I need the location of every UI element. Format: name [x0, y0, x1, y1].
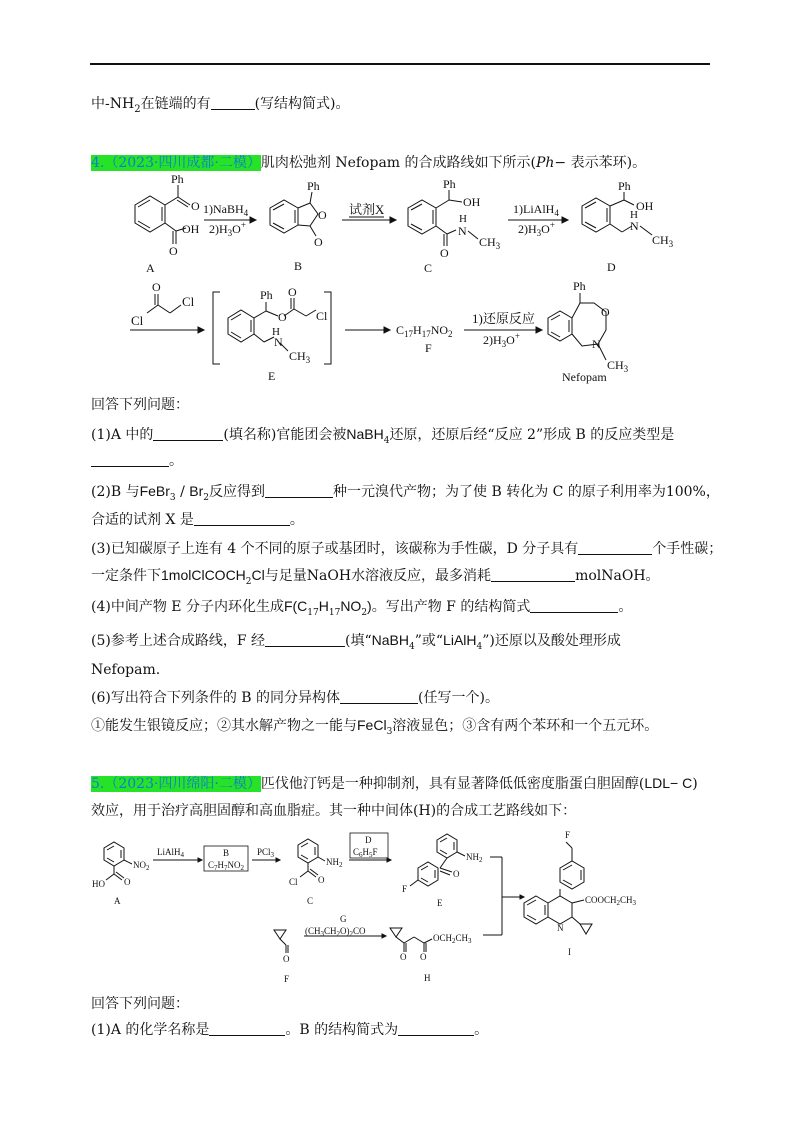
compound-F [274, 930, 290, 984]
text-span: HO [92, 879, 105, 889]
text-span: NaBH [346, 426, 384, 442]
reagent-X: 试剂X [349, 202, 385, 217]
text-span: CH [607, 358, 624, 372]
text-span: O [318, 875, 325, 885]
text-span: 溶液显色；③含有两个苯环和一个五元环。 [392, 718, 659, 734]
text-span: CH [479, 235, 496, 249]
compound-E [402, 834, 483, 908]
text-span: 3 [169, 492, 176, 503]
text-span: 一定条件下 [91, 568, 161, 584]
text-span: (填名称)官能团会被 [223, 427, 347, 443]
text-span: 个手性碳； [652, 541, 723, 557]
text-span: 水溶液反应，最多消耗 [351, 568, 492, 584]
q5-prompt: 回答下列问题： [91, 996, 189, 1012]
answer-blank[interactable] [209, 1021, 285, 1036]
text-span: 7 [214, 864, 218, 872]
text-span: NO [340, 598, 362, 614]
text-span: F [402, 884, 408, 894]
text-span: (任写一个)。 [418, 690, 499, 706]
label-D: D [365, 835, 372, 845]
text-span: LiAlH [157, 847, 181, 857]
text-span: (1)A 的化学名称是 [91, 1022, 210, 1038]
oxygen-label: O [288, 285, 297, 299]
svg-text:OCH2CH3 [433, 933, 472, 945]
label-F: F [425, 341, 432, 355]
text-span: 100% [665, 484, 706, 500]
text-span: 。 [618, 599, 633, 615]
text-span: C [353, 847, 360, 857]
text-span: 种一元溴代产物；为了使 B 转化为 C 的原子利用率为 [333, 484, 666, 500]
svg-text:NO2 [133, 860, 150, 872]
oxygen-label: O [314, 235, 323, 249]
text-span: COOCH [585, 895, 617, 905]
text-span: 4 [554, 208, 559, 218]
label-A: A [114, 896, 121, 906]
ph-label: Ph [171, 172, 184, 186]
text-span: ”)还原以及酸处理形成 [482, 633, 621, 649]
text-span: O [400, 952, 407, 962]
text-span: 。 [474, 1022, 489, 1038]
label-A: A [146, 261, 155, 275]
text-span: 3 [320, 930, 324, 938]
text-span: O [541, 222, 550, 236]
text-span: / [175, 484, 190, 500]
text-span: O) [340, 926, 350, 936]
oxygen-label: O [601, 305, 610, 319]
text-span: 2 [452, 937, 456, 945]
text-span: 2 [479, 856, 483, 864]
text-span: 3 [270, 851, 275, 859]
reagent-step1: 1)还原反应 [472, 311, 535, 326]
text-span: 。 [289, 512, 304, 528]
text-span: O [506, 333, 515, 347]
h-label: H [272, 326, 280, 338]
text-span: 2 [245, 576, 252, 587]
text-span: ) [367, 598, 372, 614]
oxygen-label: O [191, 199, 200, 213]
text-span: CO [353, 926, 366, 936]
label-E: E [268, 369, 276, 383]
text-span: 4 [383, 435, 390, 446]
compound-I [524, 830, 637, 957]
q4-p5-cont: Nefopam. [91, 662, 161, 678]
nitrogen-label: N [592, 337, 601, 351]
text-span: 3 [668, 239, 674, 249]
text-span: (填“ [345, 633, 372, 649]
ph-label: Ph [307, 179, 320, 193]
label-C: C [424, 261, 433, 275]
svg-text:NH2 [326, 857, 343, 869]
text-span: F [565, 830, 571, 840]
text-span: 4 [243, 208, 249, 218]
text-span: FeCl [357, 717, 387, 733]
text-span: 3 [536, 228, 542, 238]
text-span: N [557, 923, 564, 933]
text-span: 3 [468, 937, 472, 945]
svg-text:COOCH2CH3 [585, 895, 637, 907]
question-tag: 5.（2023·四川绵阳·二模） [91, 776, 261, 792]
text-span: 3 [495, 241, 501, 251]
compound-A [92, 842, 150, 906]
chlorine-label: Cl [182, 294, 195, 309]
text-span: CH [652, 233, 669, 247]
oxygen-label: O [278, 310, 287, 324]
text-span: PCl [257, 847, 271, 857]
text-span: ”或“ [414, 633, 444, 649]
svg-text:NH2 [466, 852, 483, 864]
text-span: 1)LiAlH [513, 202, 555, 216]
oxygen-label: O [318, 208, 327, 222]
label-nefopam: Nefopam [562, 370, 607, 384]
text-span: H [413, 323, 422, 337]
text-span: LiAlH [443, 632, 477, 648]
chlorine-label: Cl [131, 313, 144, 328]
text-span: 17 [328, 607, 341, 618]
text-span: 3 [632, 899, 637, 907]
ph-label: Ph [618, 179, 631, 193]
oxygen-label: O [152, 280, 161, 294]
text-span: (CH [305, 926, 321, 936]
svg-text:PCl3 [257, 847, 275, 859]
text-span: 2 [339, 861, 343, 869]
svg-text:C6H5F [353, 847, 378, 859]
text-span: 3 [227, 228, 233, 238]
text-span: C [208, 860, 215, 870]
text-span: O [232, 222, 241, 236]
text-span: C [396, 323, 405, 337]
q3-text: 在链端的有 [140, 96, 211, 112]
text-span: NO [227, 860, 241, 870]
text-span: 3 [501, 339, 507, 349]
svg-text:C7H7NO2 [208, 860, 245, 872]
oh-label: OH [463, 195, 481, 209]
svg-text:LiAlH4 [157, 847, 185, 859]
text-span: Cl [289, 877, 298, 887]
text-span: CH [324, 926, 337, 936]
text-span: + [240, 220, 246, 230]
text-span: NO [430, 323, 449, 337]
text-span: 7 [224, 864, 228, 872]
label-G: G [340, 914, 347, 924]
text-span: 。 [169, 453, 183, 469]
text-span: O [453, 869, 460, 879]
h-label: H [459, 213, 467, 225]
oxygen-label: O [440, 246, 449, 260]
text-span: 2 [203, 492, 210, 503]
text-span: Cl [251, 567, 265, 583]
text-span: 与足量 [264, 568, 307, 584]
text-span: molNaOH [575, 568, 646, 584]
text-span: CH [289, 349, 306, 363]
q5-p1 [91, 1021, 488, 1039]
text-span: H [217, 860, 225, 870]
text-span: 2 [240, 864, 245, 872]
text-span: (6)写出符合下列条件的 B 的同分异构体 [91, 690, 341, 706]
text-span: 3 [386, 726, 393, 737]
text-span: 3 [305, 355, 311, 365]
q4-prompt: 回答下列问题： [91, 397, 189, 413]
ph-label: Ph [443, 177, 456, 191]
text-span: NaBH [371, 632, 409, 648]
text-span: 2 [448, 329, 453, 339]
text-span: ， [705, 484, 720, 500]
text-span: NH [326, 857, 339, 867]
compound-C [289, 839, 343, 906]
label-C: C [307, 896, 314, 906]
text-span: 17 [421, 329, 431, 339]
text-span: 反应得到 [209, 484, 266, 500]
text-span: 2 [336, 930, 341, 938]
text-span: OCH [433, 933, 453, 943]
ph-label: Ph [260, 288, 273, 302]
label-D: D [607, 260, 616, 274]
label-B: B [294, 259, 303, 273]
text-span: 17 [307, 607, 319, 618]
text-span: ) [692, 776, 698, 792]
text-span: CH [455, 933, 469, 943]
question-tag: 4.（2023·四川成都·二模） [91, 155, 261, 171]
text-span: (4)中间产物 E 分子内环化生成 [91, 599, 284, 615]
text-span: NH [466, 852, 479, 862]
text-span: (3)已知碳原子上连有 4 个不同的原子或基团时，该碳称为手性碳，D 分子具有 [91, 541, 579, 557]
text-span: 2 [616, 899, 621, 907]
text-span: 6 [359, 851, 363, 859]
text-span: 2)H [483, 333, 502, 347]
nitrogen-label: N [630, 219, 639, 233]
nitrogen-label: N [458, 224, 467, 238]
text-span: 2)H [518, 222, 537, 236]
q4-intro: 肌肉松弛剂 Nefopam 的合成路线如下所示( [260, 155, 536, 171]
text-span: NO [133, 860, 146, 870]
text-span: (5)参考上述合成路线，F 经 [91, 633, 265, 649]
label-B: B [223, 848, 230, 858]
text-span: FeBr [139, 483, 170, 499]
text-span: 。 [645, 568, 660, 584]
text-span: O [283, 954, 290, 964]
h-label: H [630, 209, 638, 221]
label-I: I [568, 947, 571, 957]
q5-intro-cont: 效应，用于治疗高胆固醇和高血脂症。其一种中间体(H)的合成工艺路线如下： [91, 803, 577, 819]
text-span: ①能发生银镜反应；②其水解产物之一能与 [91, 718, 357, 734]
text-span: 4 [476, 641, 483, 652]
text-span: 匹伐他汀钙是一种抑制剂，具有显著降低低密度脂蛋白胆固醇( [260, 776, 645, 792]
nitrogen-label: N [274, 335, 283, 349]
text-span: 4 [180, 851, 184, 859]
ph-symbol: Ph [535, 155, 555, 171]
text-span: F [372, 847, 378, 857]
label-E: E [437, 898, 443, 908]
text-span: 5 [369, 851, 373, 859]
text-span: CH [620, 895, 633, 905]
text-span: O [420, 952, 427, 962]
text-span: 1molClCOCH [161, 567, 246, 583]
text-span: 2 [349, 930, 354, 938]
text-span: 2)H [209, 222, 228, 236]
q3-text: 中-NH [91, 96, 135, 112]
text-span: 2 [146, 864, 150, 872]
text-span: 。B 的结构简式为 [285, 1022, 399, 1038]
ph-label: Ph [573, 279, 586, 293]
text-span: NaOH [306, 568, 352, 584]
text-span: Br [189, 483, 204, 499]
oh-label: OH [182, 222, 200, 236]
text-span: 3 [623, 364, 629, 374]
text-span: (1)A 中的 [91, 427, 154, 443]
q3-sub: 2 [134, 103, 141, 115]
text-span: 还原，还原后经“反应 2”形成 B 的反应类型是 [389, 427, 675, 443]
oh-label: OH [636, 199, 654, 213]
label-F: F [284, 974, 290, 984]
text-span: LDL− C [644, 775, 693, 791]
text-span: H [362, 847, 370, 857]
text-span: 合适的试剂 X 是 [91, 512, 194, 528]
text-span: 1)NaBH [203, 202, 244, 216]
text-span: + [514, 331, 520, 341]
q4-intro-end: − 表示苯环)。 [554, 155, 647, 171]
text-span: + [549, 220, 555, 230]
chlorine-label: Cl [316, 309, 328, 323]
text-span: (2)B 与 [91, 484, 140, 500]
q3-text: (写结构简式)。 [254, 96, 350, 112]
text-span: H [318, 598, 329, 614]
text-span: F(C [283, 598, 308, 614]
text-span: 2 [361, 607, 368, 618]
compound-H [390, 928, 472, 983]
answer-blank[interactable] [398, 1021, 474, 1036]
text-span: 4 [408, 641, 415, 652]
text-span: 17 [404, 329, 414, 339]
oxygen-label: O [169, 244, 178, 258]
label-H: H [424, 973, 431, 983]
text-span: 。写出产物 F 的结构简式 [371, 599, 531, 615]
text-span: O [124, 877, 131, 887]
